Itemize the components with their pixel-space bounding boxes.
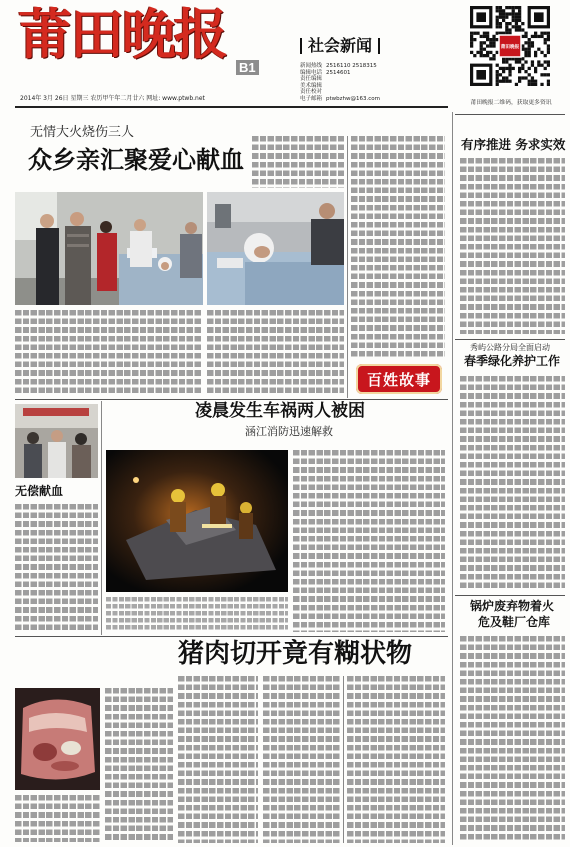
section-bar-left xyxy=(300,38,302,54)
qr-module xyxy=(534,12,544,22)
qr-module xyxy=(531,80,534,83)
qr-module xyxy=(489,41,492,44)
qr-module xyxy=(537,35,540,38)
qr-module xyxy=(518,6,521,9)
qr-module xyxy=(524,70,527,73)
qr-module xyxy=(547,38,550,41)
qr-module xyxy=(547,60,550,63)
qr-module xyxy=(480,48,483,51)
qr-module xyxy=(492,38,495,41)
qr-module xyxy=(496,70,499,73)
qr-module xyxy=(496,76,499,79)
qr-module xyxy=(492,44,495,47)
info-row-email: 电子邮箱 ptwbzhw@163.com xyxy=(300,95,381,102)
qr-module xyxy=(476,32,479,35)
qr-module xyxy=(547,32,550,35)
qr-module xyxy=(534,80,537,83)
boiler-headline: 锅炉废弃物着火 xyxy=(470,599,555,613)
right-column-rule xyxy=(455,595,565,596)
qr-module xyxy=(480,41,483,44)
qr-module xyxy=(518,60,521,63)
donation-body xyxy=(15,504,98,632)
qr-module xyxy=(508,28,511,31)
qr-module xyxy=(473,32,476,35)
qr-module xyxy=(499,16,502,19)
greening-headline: 春季绿化养护工作 xyxy=(464,354,561,368)
qr-module xyxy=(502,9,505,12)
qr-module xyxy=(531,60,534,63)
section-title xyxy=(294,36,386,56)
qr-center-label: 莆田晚报 xyxy=(500,45,520,50)
qr-module xyxy=(502,60,505,63)
qr-module xyxy=(499,6,502,9)
qr-module xyxy=(499,25,502,28)
qr-module xyxy=(492,57,495,60)
pork-body-col1 xyxy=(105,688,173,843)
qr-module xyxy=(502,16,505,19)
right-column-rule xyxy=(455,339,565,340)
order-headline: 有序推进 务求实效 xyxy=(461,137,566,152)
qr-module xyxy=(528,67,531,70)
qr-module xyxy=(515,19,518,22)
qr-module xyxy=(502,70,505,73)
qr-module xyxy=(508,22,511,25)
qr-module xyxy=(499,73,502,76)
qr-module xyxy=(524,51,527,54)
qr-module xyxy=(544,41,547,44)
qr-module xyxy=(486,38,489,41)
qr-module xyxy=(515,60,518,63)
qr-module xyxy=(518,28,521,31)
qr-module xyxy=(492,54,495,57)
qr-module xyxy=(537,60,540,63)
qr-module xyxy=(524,32,527,35)
qr-module xyxy=(544,54,547,57)
qr-module xyxy=(496,16,499,19)
qr-module xyxy=(528,51,531,54)
qr-module xyxy=(547,48,550,51)
qr-module xyxy=(528,80,531,83)
qr-module xyxy=(534,70,537,73)
qr-code xyxy=(470,6,550,86)
qr-module xyxy=(518,12,521,15)
qr-module xyxy=(524,41,527,44)
qr-module xyxy=(540,64,543,67)
qr-module xyxy=(537,64,540,67)
qr-module xyxy=(505,80,508,83)
qr-module xyxy=(540,32,543,35)
qr-module xyxy=(547,35,550,38)
qr-module xyxy=(508,73,511,76)
qr-module xyxy=(502,76,505,79)
qr-module xyxy=(528,48,531,51)
qr-module xyxy=(505,28,508,31)
hospital-ward-photo xyxy=(15,192,203,305)
qr-module xyxy=(521,28,524,31)
pork-body-col3 xyxy=(263,676,341,843)
qr-module xyxy=(499,12,502,15)
qr-module xyxy=(486,51,489,54)
greening-kicker: 秀屿公路分局全面启动 xyxy=(470,343,550,352)
qr-module xyxy=(518,16,521,19)
qr-module xyxy=(528,44,531,47)
right-column-divider xyxy=(452,112,453,845)
qr-module xyxy=(547,83,550,86)
donation-photo xyxy=(15,404,98,478)
qr-module xyxy=(508,80,511,83)
qr-module xyxy=(473,38,476,41)
qr-module xyxy=(483,41,486,44)
qr-module xyxy=(515,25,518,28)
qr-module xyxy=(544,32,547,35)
qr-module xyxy=(502,80,505,83)
pork-body-left xyxy=(15,795,100,842)
qr-module xyxy=(470,44,473,47)
pork-photo xyxy=(15,688,100,790)
qr-module xyxy=(518,80,521,83)
qr-module xyxy=(518,67,521,70)
qr-module xyxy=(528,38,531,41)
qr-module xyxy=(531,64,534,67)
qr-module xyxy=(518,76,521,79)
qr-module xyxy=(528,73,531,76)
section-label: 社会新闻 xyxy=(308,36,373,55)
qr-module xyxy=(534,51,537,54)
qr-module xyxy=(508,12,511,15)
blood-article-body-top xyxy=(252,136,344,188)
qr-module xyxy=(496,25,499,28)
blood-article-body-right xyxy=(351,136,445,358)
qr-module xyxy=(483,32,486,35)
blood-article-headline: 众乡亲汇聚爱心献血 xyxy=(28,146,244,174)
qr-module xyxy=(486,32,489,35)
qr-module xyxy=(521,64,524,67)
qr-module xyxy=(544,67,547,70)
qr-module xyxy=(512,67,515,70)
qr-module xyxy=(524,60,527,63)
qr-module xyxy=(531,83,534,86)
donation-headline: 无偿献血 xyxy=(15,484,64,498)
qr-module xyxy=(515,28,518,31)
qr-module xyxy=(496,83,499,86)
section-rule xyxy=(15,636,448,637)
page-number: B1 xyxy=(236,60,259,75)
qr-module xyxy=(476,12,486,22)
qr-module xyxy=(518,25,521,28)
date-line: 2014年 3月 26日 星期三 农历甲午年二月廿六 网址: www.ptwb.net xyxy=(20,95,205,102)
qr-module xyxy=(483,48,486,51)
qr-module xyxy=(473,54,476,57)
qr-module xyxy=(470,51,473,54)
section-rule xyxy=(15,399,448,400)
qr-module xyxy=(505,60,508,63)
qr-module xyxy=(505,76,508,79)
qr-module xyxy=(499,22,502,25)
info-row-editor: 责任编辑 xyxy=(300,76,323,83)
qr-module xyxy=(537,48,540,51)
qr-module xyxy=(534,67,537,70)
qr-module xyxy=(512,9,515,12)
qr-module xyxy=(547,80,550,83)
qr-module xyxy=(518,9,521,12)
qr-module xyxy=(492,35,495,38)
qr-module xyxy=(489,44,492,47)
qr-caption: 莆田晚报二维码，获取更多资讯 xyxy=(470,100,552,106)
pork-body-col2 xyxy=(178,676,258,843)
qr-module xyxy=(505,67,508,70)
pork-headline: 猪肉切开竟有糊状物 xyxy=(178,639,413,669)
qr-module xyxy=(534,54,537,57)
qr-module xyxy=(483,54,486,57)
qr-module xyxy=(496,64,499,67)
qr-module xyxy=(480,44,483,47)
qr-module xyxy=(499,80,502,83)
qr-module xyxy=(480,51,483,54)
qr-module xyxy=(508,6,511,9)
qr-module xyxy=(480,54,483,57)
qr-module xyxy=(512,12,515,15)
qr-module xyxy=(483,35,486,38)
crash-headline: 凌晨发生车祸两人被困 xyxy=(195,401,365,421)
qr-module xyxy=(512,19,515,22)
qr-module xyxy=(499,9,502,12)
qr-module xyxy=(470,38,473,41)
qr-module xyxy=(508,70,511,73)
qr-module xyxy=(505,12,508,15)
qr-module xyxy=(499,67,502,70)
column-divider xyxy=(347,136,348,398)
qr-module xyxy=(489,51,492,54)
qr-module xyxy=(524,35,527,38)
boiler-body xyxy=(460,636,565,842)
qr-module xyxy=(534,35,537,38)
qr-module xyxy=(518,70,521,73)
qr-module xyxy=(544,73,547,76)
qr-module xyxy=(515,83,518,86)
qr-module xyxy=(480,35,483,38)
baixing-story-ad: 百姓故事 xyxy=(356,364,442,394)
qr-module xyxy=(496,73,499,76)
qr-module xyxy=(528,83,531,86)
qr-module xyxy=(470,32,473,35)
qr-module xyxy=(505,16,508,19)
qr-module xyxy=(470,41,473,44)
qr-module xyxy=(524,48,527,51)
qr-module xyxy=(496,9,499,12)
qr-module xyxy=(521,67,524,70)
column-divider xyxy=(101,401,102,635)
qr-module xyxy=(547,44,550,47)
qr-module xyxy=(547,64,550,67)
greening-body xyxy=(460,376,565,590)
contact-info xyxy=(300,63,384,103)
masthead-rule xyxy=(15,106,448,108)
blood-article-body-left xyxy=(15,310,201,394)
blood-article-body-middle xyxy=(207,310,344,394)
crash-body xyxy=(293,450,445,632)
qr-module xyxy=(528,54,531,57)
crash-subhead: 涵江消防迅速解救 xyxy=(245,425,333,438)
qr-module xyxy=(512,25,515,28)
blood-article-kicker: 无情大火烧伤三人 xyxy=(30,125,135,140)
qr-module xyxy=(505,22,508,25)
newspaper-logo: 莆田晚报 xyxy=(18,2,226,66)
qr-module xyxy=(524,54,527,57)
qr-module xyxy=(531,44,534,47)
qr-module xyxy=(486,35,489,38)
night-rescue-photo xyxy=(106,450,288,592)
column-divider xyxy=(343,676,344,843)
boiler-subhead: 危及鞋厂仓库 xyxy=(478,615,551,629)
qr-module xyxy=(534,83,537,86)
qr-module xyxy=(540,51,543,54)
qr-module xyxy=(544,38,547,41)
qr-module xyxy=(489,57,492,60)
qr-module xyxy=(486,44,489,47)
qr-module xyxy=(512,6,515,9)
qr-module xyxy=(496,6,499,9)
rescue-photo-caption xyxy=(106,597,288,631)
qr-module xyxy=(486,54,489,57)
qr-module xyxy=(547,73,550,76)
qr-module xyxy=(521,76,524,79)
qr-module xyxy=(540,73,543,76)
qr-module xyxy=(502,12,505,15)
qr-module xyxy=(496,80,499,83)
qr-module xyxy=(540,83,543,86)
qr-module xyxy=(528,41,531,44)
qr-module xyxy=(492,41,495,44)
info-row-proofreader: 责任校对 xyxy=(300,89,323,96)
section-bar-right xyxy=(378,38,380,54)
qr-module xyxy=(508,64,511,67)
qr-module xyxy=(502,19,505,22)
qr-module xyxy=(531,41,534,44)
qr-module xyxy=(505,25,508,28)
order-body xyxy=(460,158,565,334)
qr-module xyxy=(508,67,511,70)
pork-body-col4 xyxy=(347,676,445,843)
qr-module xyxy=(476,70,486,80)
qr-module xyxy=(534,32,537,35)
qr-module xyxy=(505,6,508,9)
qr-module xyxy=(515,6,518,9)
qr-module xyxy=(521,22,524,25)
qr-module xyxy=(496,19,499,22)
qr-module xyxy=(518,19,521,22)
info-row-hotline: 新闻热线 2516110 2518315 xyxy=(300,63,377,69)
info-row-editor-phone: 编辑电话 2514601 xyxy=(300,69,351,76)
qr-module xyxy=(470,35,473,38)
qr-module xyxy=(489,38,492,41)
qr-module xyxy=(476,51,479,54)
qr-module xyxy=(531,35,534,38)
qr-module xyxy=(515,12,518,15)
qr-module xyxy=(496,22,499,25)
right-column-rule xyxy=(455,114,565,115)
qr-module xyxy=(540,35,543,38)
qr-module xyxy=(531,76,534,79)
qr-module xyxy=(515,16,518,19)
burn-patient-photo xyxy=(207,192,344,305)
qr-module xyxy=(502,67,505,70)
info-row-art-editor: 美术编辑 xyxy=(300,82,323,89)
qr-module xyxy=(547,51,550,54)
qr-module xyxy=(544,60,547,63)
qr-module xyxy=(512,16,515,19)
qr-module xyxy=(524,76,527,79)
qr-module xyxy=(515,22,518,25)
